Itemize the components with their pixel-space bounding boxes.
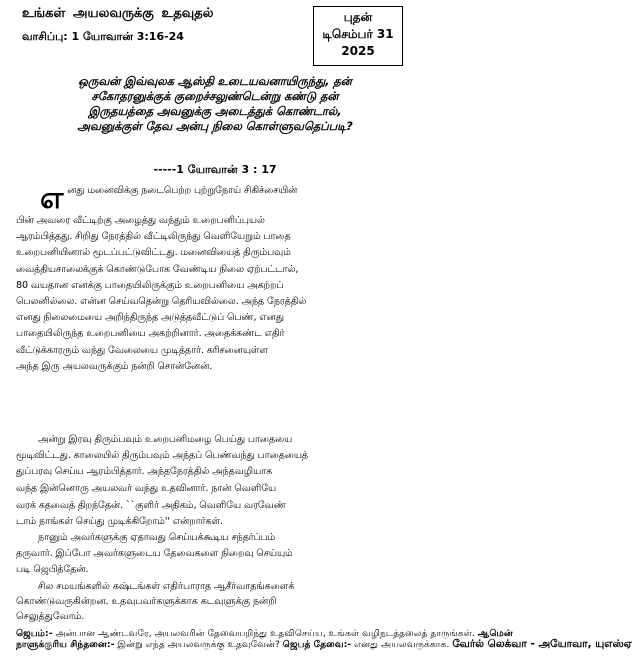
- paragraph-line: வந்த இன்னொரு அயலவர் வந்து உதவினார். நான் வெளியே: [16, 482, 277, 494]
- paragraph-line: பெலனில்லை. என்ன செய்வதென்று தெரியவில்லை. அந்த நேரத்தில்: [16, 296, 307, 308]
- date-day: புதன்: [343, 10, 373, 24]
- key-verse-quote: [18, 74, 412, 134]
- reading-reference: வாசிப்பு: 1 யோவான் 3:16-24: [22, 30, 184, 43]
- paragraph-3: [16, 498, 416, 530]
- paragraph-line: ஆரம்பித்தது. சிறிது நேரத்தில் வீட்டிலிருந்து வெளியேறும் பாதை: [16, 231, 291, 243]
- paragraph-line: நானும் அவர்களுக்கு ஏதாவது செய்யக்கூடிய சந்தர்ப்பம்: [38, 532, 276, 543]
- prayer-line: [16, 628, 513, 639]
- paragraph-line: பாதையிலிருந்த உறைபனியை அகற்றினார். அதைக்கண்ட எதிர்: [16, 328, 285, 340]
- author-signature: வேர்ல் லெக்வா - அயோவா, யுஎஸ்ஏ: [452, 638, 632, 650]
- paragraph-1: [16, 183, 416, 375]
- paragraph-line: படி ஜெபித்தேன்.: [16, 564, 89, 576]
- paragraph-line: மூடிவிட்டது. காலையில் திரும்பவும் அந்தப் பெண்வந்து பாதையைத்: [16, 450, 309, 462]
- paragraph-line: தருவார். இப்போ அவர்களுடைய தேவைகளை நிறைவு செய்யும்: [16, 548, 293, 560]
- paragraph-line: கொண்டுவருகின்றன. உதவுபவர்களுக்காக கடவுளுக்கு நன்றி: [16, 596, 277, 607]
- paragraph-line: உறைபனியினால் மூடப்பட்டுவிட்டது. மனைவியைத் திரும்பவும்: [16, 247, 291, 259]
- drop-cap: எ: [40, 181, 64, 216]
- paragraph-line: எனது நிலைமையை அறிந்திருந்த அடுத்தவீட்டுப் பெண், எனது: [16, 312, 284, 324]
- need-text: எனது அயலவருக்காக.: [351, 639, 450, 650]
- thought-label: நாளுக்குரிய சிந்தனை:-: [16, 639, 115, 650]
- date-box: [313, 6, 403, 66]
- quote-line: ஒருவன் இவ்வுலக ஆஸ்தி உடையவனாயிருந்து, தன்: [78, 74, 352, 88]
- paragraph-line: அன்று இரவு திரும்பவும் உறைபனிமழை பெய்து பாதையை: [38, 434, 293, 445]
- quote-line: இருதயத்தை அவனுக்கு அடைத்துக் கொண்டால்,: [88, 104, 342, 118]
- paragraph-line: டாம் நாங்கள் செய்து முடிக்கிறோம்'' என்றார்கள்.: [16, 516, 223, 528]
- paragraph-line: சில சமயங்களில் கஷ்டங்கள் எதிர்பாராத ஆசீர்வாதங்களைக்: [38, 581, 295, 592]
- date-month: டிசெம்பர் 31: [322, 27, 394, 41]
- paragraph-line: வைத்தியசாலைக்குக் கொண்டுபோக வேண்டிய நிலை ஏற்பட்டால்,: [16, 263, 299, 275]
- paragraph-line: துப்பரவு செய்ய ஆரம்பித்தார். அந்தநேரத்தில் அந்தவழியாக: [16, 466, 273, 478]
- paragraph-4: [16, 530, 416, 579]
- quote-line: சகோதரனுக்குக் குறைச்சலுண்டென்று கண்டு தன்: [91, 89, 339, 103]
- paragraph-line: அந்த இரு அயலவருக்கும் நன்றி சொன்னேன்.: [16, 360, 213, 372]
- quote-line: அவனுக்குள் தேவ அன்பு நிலை கொள்ளுவதெப்படி?: [77, 119, 353, 133]
- paragraph-line: வீட்டுக்காரரும் வந்து வேலையை முடித்தார். கரிசனையுள்ள: [16, 344, 268, 356]
- page-title: உங்கள் அயலவருக்கு உதவுதல்: [22, 6, 214, 21]
- prayer-text-2: உதவிசெய்ய, உங்கள் வழிநடத்தலைத் தாருங்கள்.: [270, 628, 478, 639]
- prayer-block: [16, 628, 632, 650]
- paragraph-line: வரக் கதவைத் திறந்தேன். ``குளிர் அதிகம், வெளியே வரவேண்: [16, 500, 286, 511]
- date-year: 2025: [341, 44, 375, 58]
- thought-text: இன்று எந்த அயலவருக்கு உதவுவேன்?: [114, 639, 280, 650]
- paragraph-line: செலுத்துவோம்.: [16, 611, 85, 622]
- prayer-label: ஜெபம்:-: [16, 628, 53, 639]
- paragraph-line: னது மனைவிக்கு நடைபெற்ற புற்றுநோய் சிகிச்சையின்: [67, 185, 298, 196]
- paragraph-line: 80 வயதான எனக்கு பாதையிலிருக்கும் உறைபனியை அகற்றப்: [16, 279, 284, 291]
- prayer-text: அன்பான ஆண்டவரே, அயலவரின் தேவையறிந்து: [52, 628, 268, 639]
- footer-section: [16, 579, 416, 624]
- verse-reference: -----1 யோவான் 3 : 17: [153, 163, 277, 176]
- need-label: ஜெபத் தேவை:-: [282, 639, 352, 650]
- paragraph-line: பின் அவரை வீட்டிற்கு அழைத்து வந்தும் உறைபனிப்புயல்: [16, 215, 265, 226]
- thought-line: [16, 638, 632, 650]
- paragraph-2: [16, 432, 416, 497]
- amen: ஆமென்: [477, 628, 513, 639]
